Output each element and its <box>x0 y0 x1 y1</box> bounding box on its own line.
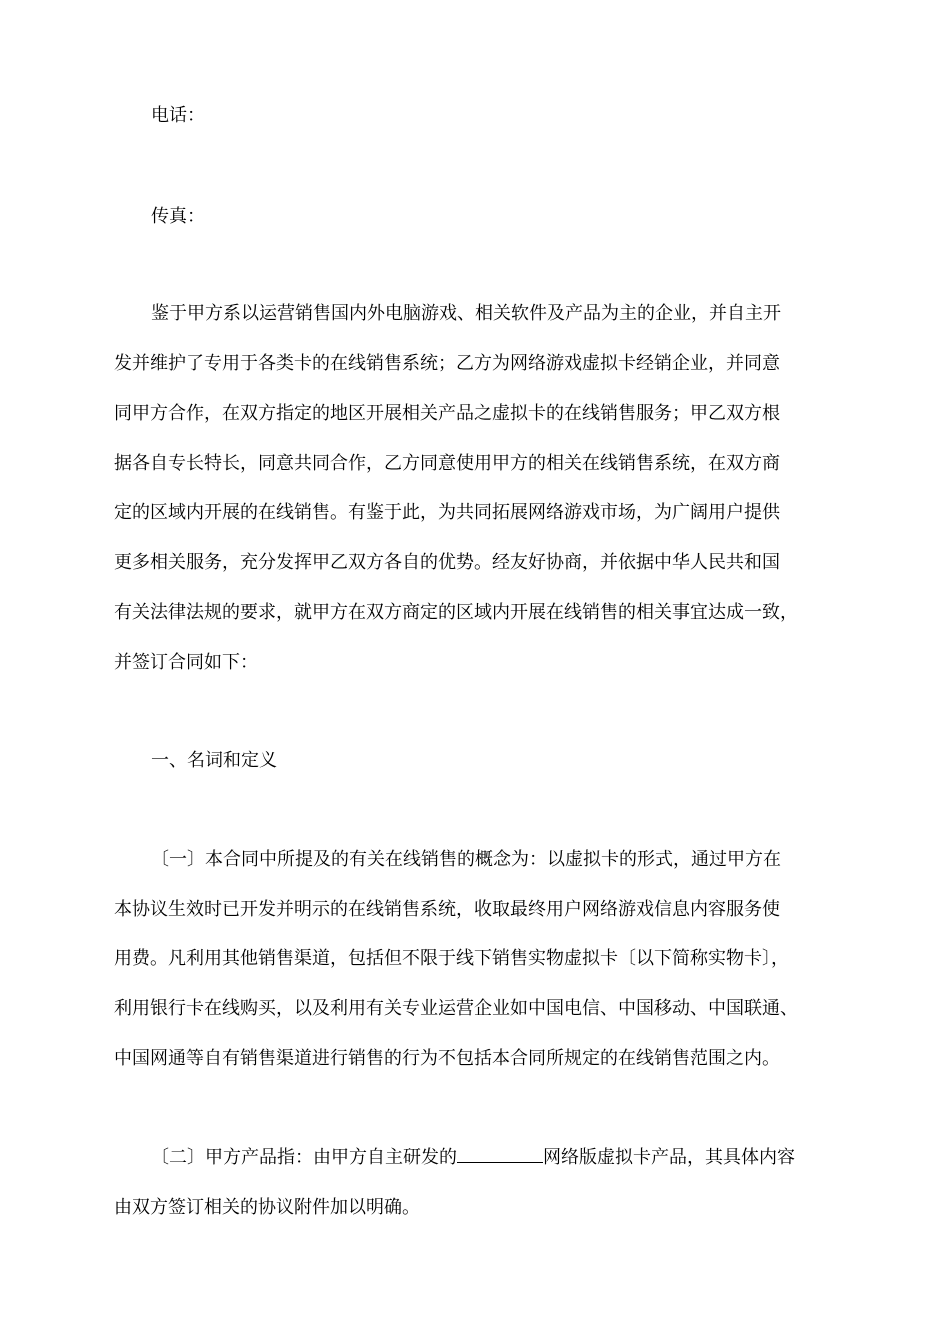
clause-line: 中国网通等自有销售渠道进行销售的行为不包括本合同所规定的在线销售范围之内。 <box>114 1048 780 1069</box>
preamble-line: 发并维护了专用于各类卡的在线销售系统；乙方为网络游戏虚拟卡经销企业，并同意 <box>114 353 780 374</box>
fill-in-blank <box>457 1146 543 1163</box>
preamble-line: 据各自专长特长，同意共同合作，乙方同意使用甲方的相关在线销售系统，在双方商 <box>114 453 780 474</box>
clause-line: 由双方签订相关的协议附件加以明确。 <box>114 1197 420 1218</box>
preamble-line: 更多相关服务，充分发挥甲乙双方各自的优势。经友好协商，并依据中华人民共和国 <box>114 552 780 573</box>
preamble-line: 鉴于甲方系以运营销售国内外电脑游戏、相关软件及产品为主的企业，并自主开 <box>151 303 781 324</box>
clause-2-text-before: 〔二〕甲方产品指：由甲方自主研发的 <box>151 1147 457 1168</box>
clause-line <box>151 1146 854 1170</box>
fax-label: 传真： <box>151 206 205 227</box>
section-heading: 一、名词和定义 <box>151 750 277 771</box>
preamble-line: 定的区域内开展的在线销售。有鉴于此，为共同拓展网络游戏市场，为广阔用户提供 <box>114 502 780 523</box>
phone-label: 电话： <box>151 105 205 126</box>
clause-line: 〔一〕本合同中所提及的有关在线销售的概念为：以虚拟卡的形式，通过甲方在 <box>151 849 781 870</box>
clause-line: 利用银行卡在线购买，以及利用有关专业运营企业如中国电信、中国移动、中国联通、 <box>114 998 798 1019</box>
clause-line: 本协议生效时已开发并明示的在线销售系统，收取最终用户网络游戏信息内容服务使 <box>114 899 780 920</box>
clause-2-text-after: 网络版虚拟卡产品，其具体内容 <box>543 1147 795 1168</box>
clause-line: 用费。凡利用其他销售渠道，包括但不限于线下销售实物虚拟卡〔以下简称实物卡〕， <box>114 948 789 969</box>
preamble-line: 同甲方合作，在双方指定的地区开展相关产品之虚拟卡的在线销售服务；甲乙双方根 <box>114 403 780 424</box>
preamble-line: 有关法律法规的要求，就甲方在双方商定的区域内开展在线销售的相关事宜达成一致， <box>114 602 798 623</box>
preamble-line: 并签订合同如下： <box>114 652 258 673</box>
